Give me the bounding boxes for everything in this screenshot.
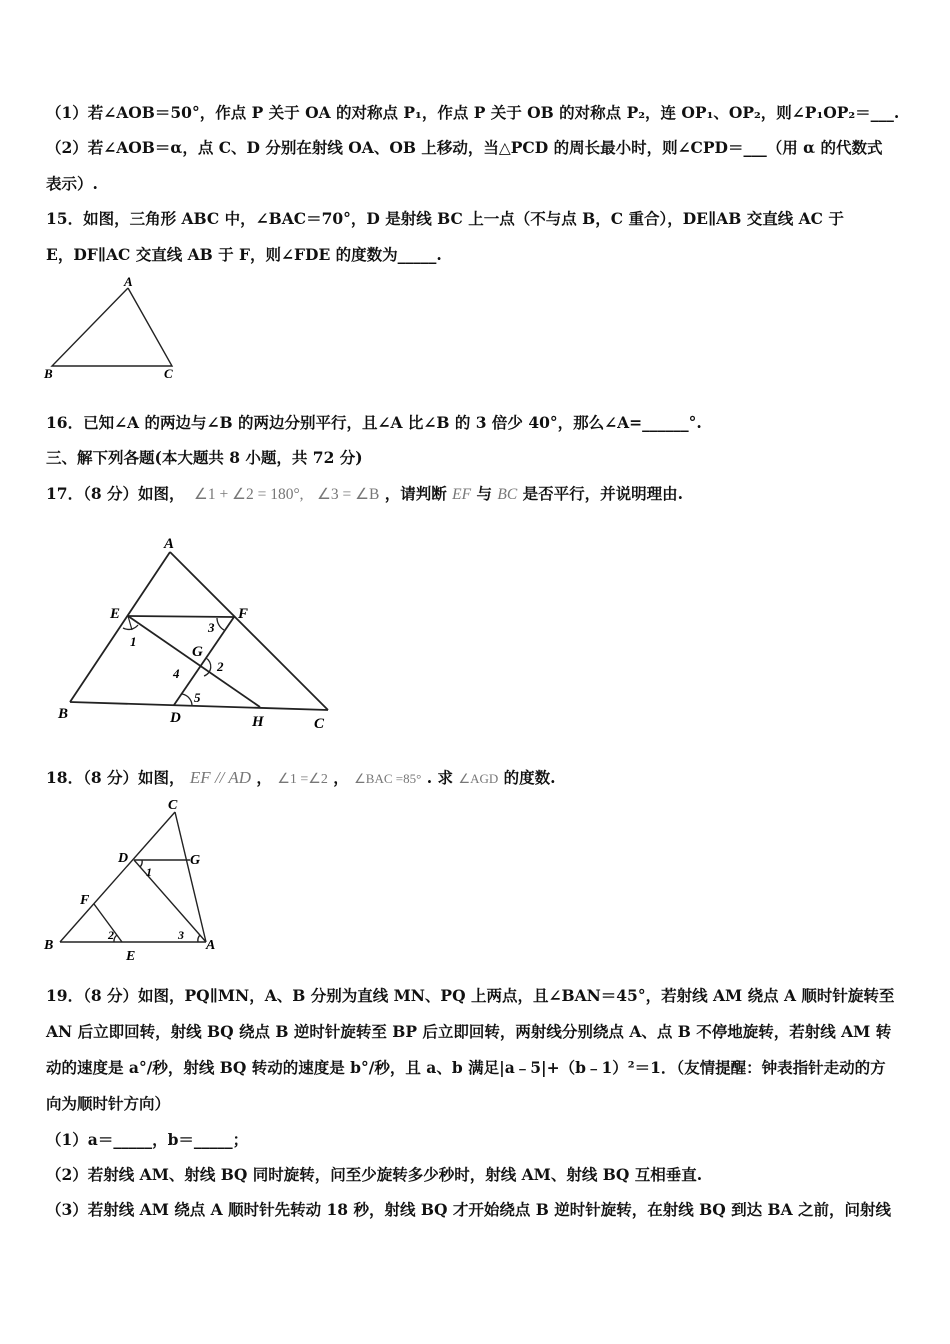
q18-figure [40,794,230,966]
label-c: C [168,798,178,813]
q19-text-line4: 向为顺时针方向） [46,1094,171,1113]
arc-angle-1 [140,860,142,867]
q17-yu: 与 [476,484,492,503]
q17-text [46,484,683,505]
arc-angle-3 [217,618,224,630]
label-angle-2: 2 [108,928,114,942]
q14-part2: （2）若∠AOB＝α，点 C、D 分别在射线 OA、OB 上移动，当△PCD 的周长最小时，则∠CPD＝___（用 α 的代数式 [46,138,883,157]
label-b: B [58,706,69,722]
line-da [134,860,206,942]
q18-sep1: ， [256,768,272,787]
q17-suffix: 是否平行，并说明理由. [522,484,684,503]
q19-text-line3: 动的速度是 a°/秒，射线 BQ 转动的速度是 b°/秒，且 a、b 满足|a﹣5|+（b﹣1）²＝1．（友情提醒：钟表指针走动的方 [46,1058,886,1077]
label-b: B [44,366,53,381]
q18-text [46,768,556,790]
q18-formula-angles: ∠1 =∠2 [277,772,328,787]
label-d: D [118,851,129,866]
label-h: H [252,714,264,730]
label-a: A [164,536,175,552]
q14-part2-cont: 表示）. [46,174,98,193]
q15-text-line1: 15．如图，三角形 ABC 中，∠BAC＝70°，D 是射线 BC 上一点（不与点 B，C 重合），DE∥AB 交直线 AC 于 [46,209,844,228]
label-angle-3: 3 [208,620,215,635]
label-a: A [206,938,216,953]
label-g: G [190,853,201,868]
label-b: B [44,938,54,953]
q18-suffix2: 的度数. [503,768,556,787]
arc-angle-3 [198,935,200,942]
label-f: F [80,893,90,908]
q14-part1: （1）若∠AOB＝50°，作点 P 关于 OA 的对称点 P₁，作点 P 关于 OB 的对称点 P₂，连 OP₁、OP₂，则∠P₁OP₂＝___. [46,103,900,122]
q19-subq1: （1）a＝_____，b＝_____； [46,1130,249,1149]
q18-formula-agd: ∠AGD [458,771,499,786]
line-fd [174,617,234,705]
line-ac [170,552,328,710]
q17-formula1: ∠1 + ∠2 = 180°, [193,486,304,503]
label-e: E [110,606,121,622]
line-ef [128,616,234,617]
section3-title: 三、解下列各题(本大题共 8 小题，共 72 分) [46,448,363,467]
label-e: E [126,949,136,964]
q17-prefix: 17．（8 分）如图， [46,484,185,503]
q17-figure [52,532,342,737]
q19-subq3: （3）若射线 AM 绕点 A 顺时针先转动 18 秒，射线 BQ 才开始绕点 B 逆时针旋转，在射线 BQ 到达 BA 之前，问射线 [46,1200,892,1219]
label-angle-1: 1 [146,865,152,879]
q17-mid: ，请判断 [384,484,447,503]
label-f: F [238,606,249,622]
line-ca [175,812,206,942]
q18-formula-ef-ad: EF // AD [189,768,251,787]
q19-text-line2: AN 后立即回转，射线 BQ 绕点 B 逆时针旋转至 BP 后立即回转，两射线分别绕点 A、点 B 不停地旋转，若射线 AM 转 [46,1022,892,1041]
q18-prefix: 18．（8 分）如图， [46,768,185,787]
label-angle-5: 5 [194,690,201,705]
label-c: C [164,366,173,381]
q16-text: 16．已知∠A 的两边与∠B 的两边分别平行，且∠A 比∠B 的 3 倍少 40°，那么∠A=______°. [46,413,702,432]
q17-formula2: ∠3 = ∠B [316,486,380,503]
q18-sep2: ， [333,768,349,787]
label-g: G [192,644,203,660]
label-angle-2: 2 [217,659,224,674]
label-angle-1: 1 [130,634,137,649]
q15-text-line2: E，DF∥AC 交直线 AB 于 F，则∠FDE 的度数为_____. [46,245,442,264]
q18-formula-bac: ∠BAC =85° [354,771,422,786]
q19-text-line1: 19．（8 分）如图，PQ∥MN，A、B 分别为直线 MN、PQ 上两点，且∠BAN＝45°，若射线 AM 绕点 A 顺时针旋转至 [46,986,895,1005]
q17-ef: EF [452,486,472,503]
arc-angle-5 [182,694,192,705]
label-angle-3: 3 [178,928,184,942]
label-c: C [314,716,325,732]
q19-subq2: （2）若射线 AM、射线 BQ 同时旋转，问至少旋转多少秒时，射线 AM、射线 BQ 互相垂直. [46,1165,703,1184]
q18-suffix1: . 求 [426,768,454,787]
line-cb [60,812,175,942]
label-a: A [124,274,133,289]
q15-triangle-figure [40,274,190,384]
triangle-abc [52,288,172,366]
q17-bc: BC [497,486,518,503]
line-ab [70,552,170,702]
label-d: D [170,710,181,726]
label-angle-4: 4 [173,666,180,681]
arc-angle-2 [114,935,117,942]
